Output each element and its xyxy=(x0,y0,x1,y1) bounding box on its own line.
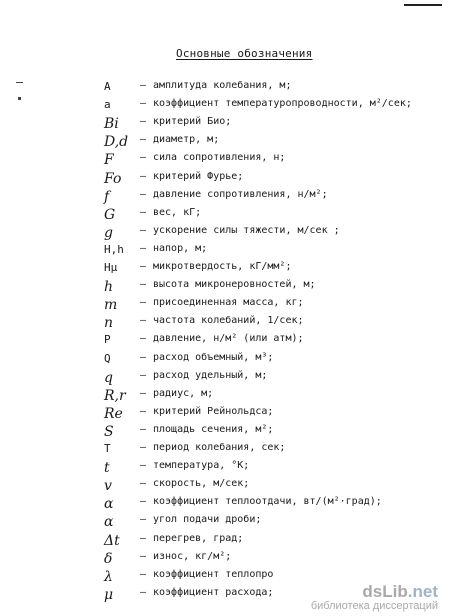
notation-definition: микротвердость, кГ/мм²; xyxy=(153,261,292,272)
notation-symbol: λ xyxy=(104,568,113,585)
notation-dash: – xyxy=(140,460,147,472)
notation-symbol: Fo xyxy=(104,170,122,187)
notation-row xyxy=(0,279,450,297)
notation-dash: – xyxy=(140,496,147,508)
notation-symbol: Δt xyxy=(104,532,120,549)
scan-mark xyxy=(404,4,442,6)
notation-definition: коэффициент расхода; xyxy=(153,586,274,598)
notation-symbol: S xyxy=(104,423,114,440)
notation-dash: – xyxy=(140,152,147,164)
notation-definition: давление сопротивления, н/м²; xyxy=(153,188,328,200)
notation-row xyxy=(0,442,450,460)
notation-row xyxy=(0,261,450,279)
notation-row xyxy=(0,406,450,424)
notation-symbol: Re xyxy=(104,405,123,422)
notation-row xyxy=(0,333,450,351)
notation-row xyxy=(0,297,450,315)
notation-row xyxy=(0,496,450,514)
notation-definition: присоединенная масса, кг; xyxy=(153,297,304,309)
watermark xyxy=(311,582,438,612)
notation-row xyxy=(0,134,450,152)
notation-row xyxy=(0,171,450,189)
notation-row xyxy=(0,533,450,551)
notation-definition: диаметр, м; xyxy=(153,134,220,146)
notation-symbol: h xyxy=(104,279,114,296)
notation-definition: расход объемный, м³; xyxy=(153,351,274,363)
watermark-subtitle: библиотека диссертаций xyxy=(310,600,438,612)
notation-definition: частота колебаний, 1/сек; xyxy=(153,315,304,327)
notation-symbol: m xyxy=(104,297,118,314)
notation-definition: коэффициент температуропроводности, м²/сек; xyxy=(153,98,412,110)
notation-definition: давление, н/м² (или атм); xyxy=(153,333,304,345)
notation-definition: угол подачи дроби; xyxy=(153,514,262,526)
notation-row xyxy=(0,116,450,134)
notation-dash: – xyxy=(140,80,147,91)
notation-row xyxy=(0,352,450,370)
notation-dash: – xyxy=(140,279,147,291)
notation-dash: – xyxy=(140,405,147,417)
notation-definition: радиус, м; xyxy=(153,387,214,399)
notation-dash: – xyxy=(140,242,147,254)
notation-symbol: R,r xyxy=(104,387,126,404)
notation-dash: – xyxy=(140,333,147,345)
notation-dash: – xyxy=(140,98,147,110)
notation-definition: износ, кг/м²; xyxy=(153,550,232,562)
notation-definition: расход удельный, м; xyxy=(153,369,268,381)
notation-definition: площадь сечения, м²; xyxy=(153,423,274,435)
notation-symbol: q xyxy=(104,369,113,386)
notation-dash: – xyxy=(140,568,147,580)
notation-row xyxy=(0,152,450,170)
page-title: Основные обозначения xyxy=(176,47,313,60)
notation-dash: – xyxy=(140,478,147,490)
notation-row xyxy=(0,370,450,388)
watermark-logo: dsLib.net xyxy=(362,582,438,601)
notation-dash: – xyxy=(140,387,147,399)
notation-row xyxy=(0,478,450,496)
notation-definition: температура, °К; xyxy=(153,460,250,472)
notation-dash: – xyxy=(140,261,147,272)
notation-symbol: A xyxy=(104,80,111,93)
notation-row xyxy=(0,225,450,243)
notation-symbol: Bi xyxy=(104,116,119,133)
notation-definition: критерий Био; xyxy=(153,116,232,128)
notation-row xyxy=(0,424,450,442)
notation-dash: – xyxy=(140,315,147,327)
notation-symbol: v xyxy=(104,478,112,495)
notation-row xyxy=(0,189,450,207)
notation-symbol: F xyxy=(104,152,114,169)
notation-row xyxy=(0,243,450,261)
notation-dash: – xyxy=(140,369,147,381)
notation-symbol: μ xyxy=(104,586,114,603)
notation-row xyxy=(0,388,450,406)
notation-dash: – xyxy=(140,134,147,146)
notation-dash: – xyxy=(140,170,147,182)
notation-dash: – xyxy=(140,297,147,309)
notation-symbol: a xyxy=(104,98,111,112)
notation-symbol: δ xyxy=(104,550,113,567)
notation-symbol: P xyxy=(104,333,111,347)
notation-definition: критерий Рейнольдса; xyxy=(153,405,274,417)
notation-dash: – xyxy=(140,188,147,200)
notation-row xyxy=(0,460,450,478)
notation-definition: критерий Фурье; xyxy=(153,170,244,182)
notation-dash: – xyxy=(140,206,147,218)
notation-symbol: t xyxy=(104,460,110,477)
notation-definition: перегрев, град; xyxy=(153,532,244,544)
notation-definition: высота микронеровностей, м; xyxy=(153,279,316,291)
notation-definition: амплитуда колебания, м; xyxy=(153,80,292,91)
notation-definition: сила сопротивления, н; xyxy=(153,152,286,164)
notation-symbol: D,d xyxy=(104,134,129,151)
notation-row xyxy=(0,315,450,333)
notation-dash: – xyxy=(140,224,147,236)
notation-symbol: Q xyxy=(104,351,111,365)
notation-dash: – xyxy=(140,442,147,453)
notation-row xyxy=(0,98,450,116)
notation-definition: ускорение силы тяжести, м/сек ; xyxy=(153,224,340,236)
notation-dash: – xyxy=(140,514,147,526)
notation-row xyxy=(0,551,450,569)
notation-symbol: Hμ xyxy=(104,261,118,274)
notation-dash: – xyxy=(140,351,147,363)
notation-row xyxy=(0,514,450,532)
notation-row xyxy=(0,207,450,225)
notation-symbol: α xyxy=(104,514,114,531)
notation-dash: – xyxy=(140,532,147,544)
notation-dash: – xyxy=(140,550,147,562)
notation-symbol: G xyxy=(104,206,116,223)
notation-symbol: H,h xyxy=(104,242,124,256)
notation-symbol: g xyxy=(104,224,113,241)
notation-symbol: f xyxy=(104,188,110,205)
notation-symbol: n xyxy=(104,315,114,332)
notation-definition: напор, м; xyxy=(153,242,208,254)
notation-definition: коэффициент теплопро xyxy=(153,568,274,580)
notation-definition: период колебания, сек; xyxy=(153,442,286,453)
notation-dash: – xyxy=(140,116,147,128)
notation-dash: – xyxy=(140,586,147,598)
notation-symbol: α xyxy=(104,496,114,513)
notation-definition: вес, кГ; xyxy=(153,206,202,218)
notation-dash: – xyxy=(140,423,147,435)
notation-definition: скорость, м/сек; xyxy=(153,478,250,490)
notation-symbol: T xyxy=(104,442,111,455)
notation-definition: коэффициент теплоотдачи, вт/(м²·град); xyxy=(153,496,382,508)
notation-row xyxy=(0,80,450,98)
